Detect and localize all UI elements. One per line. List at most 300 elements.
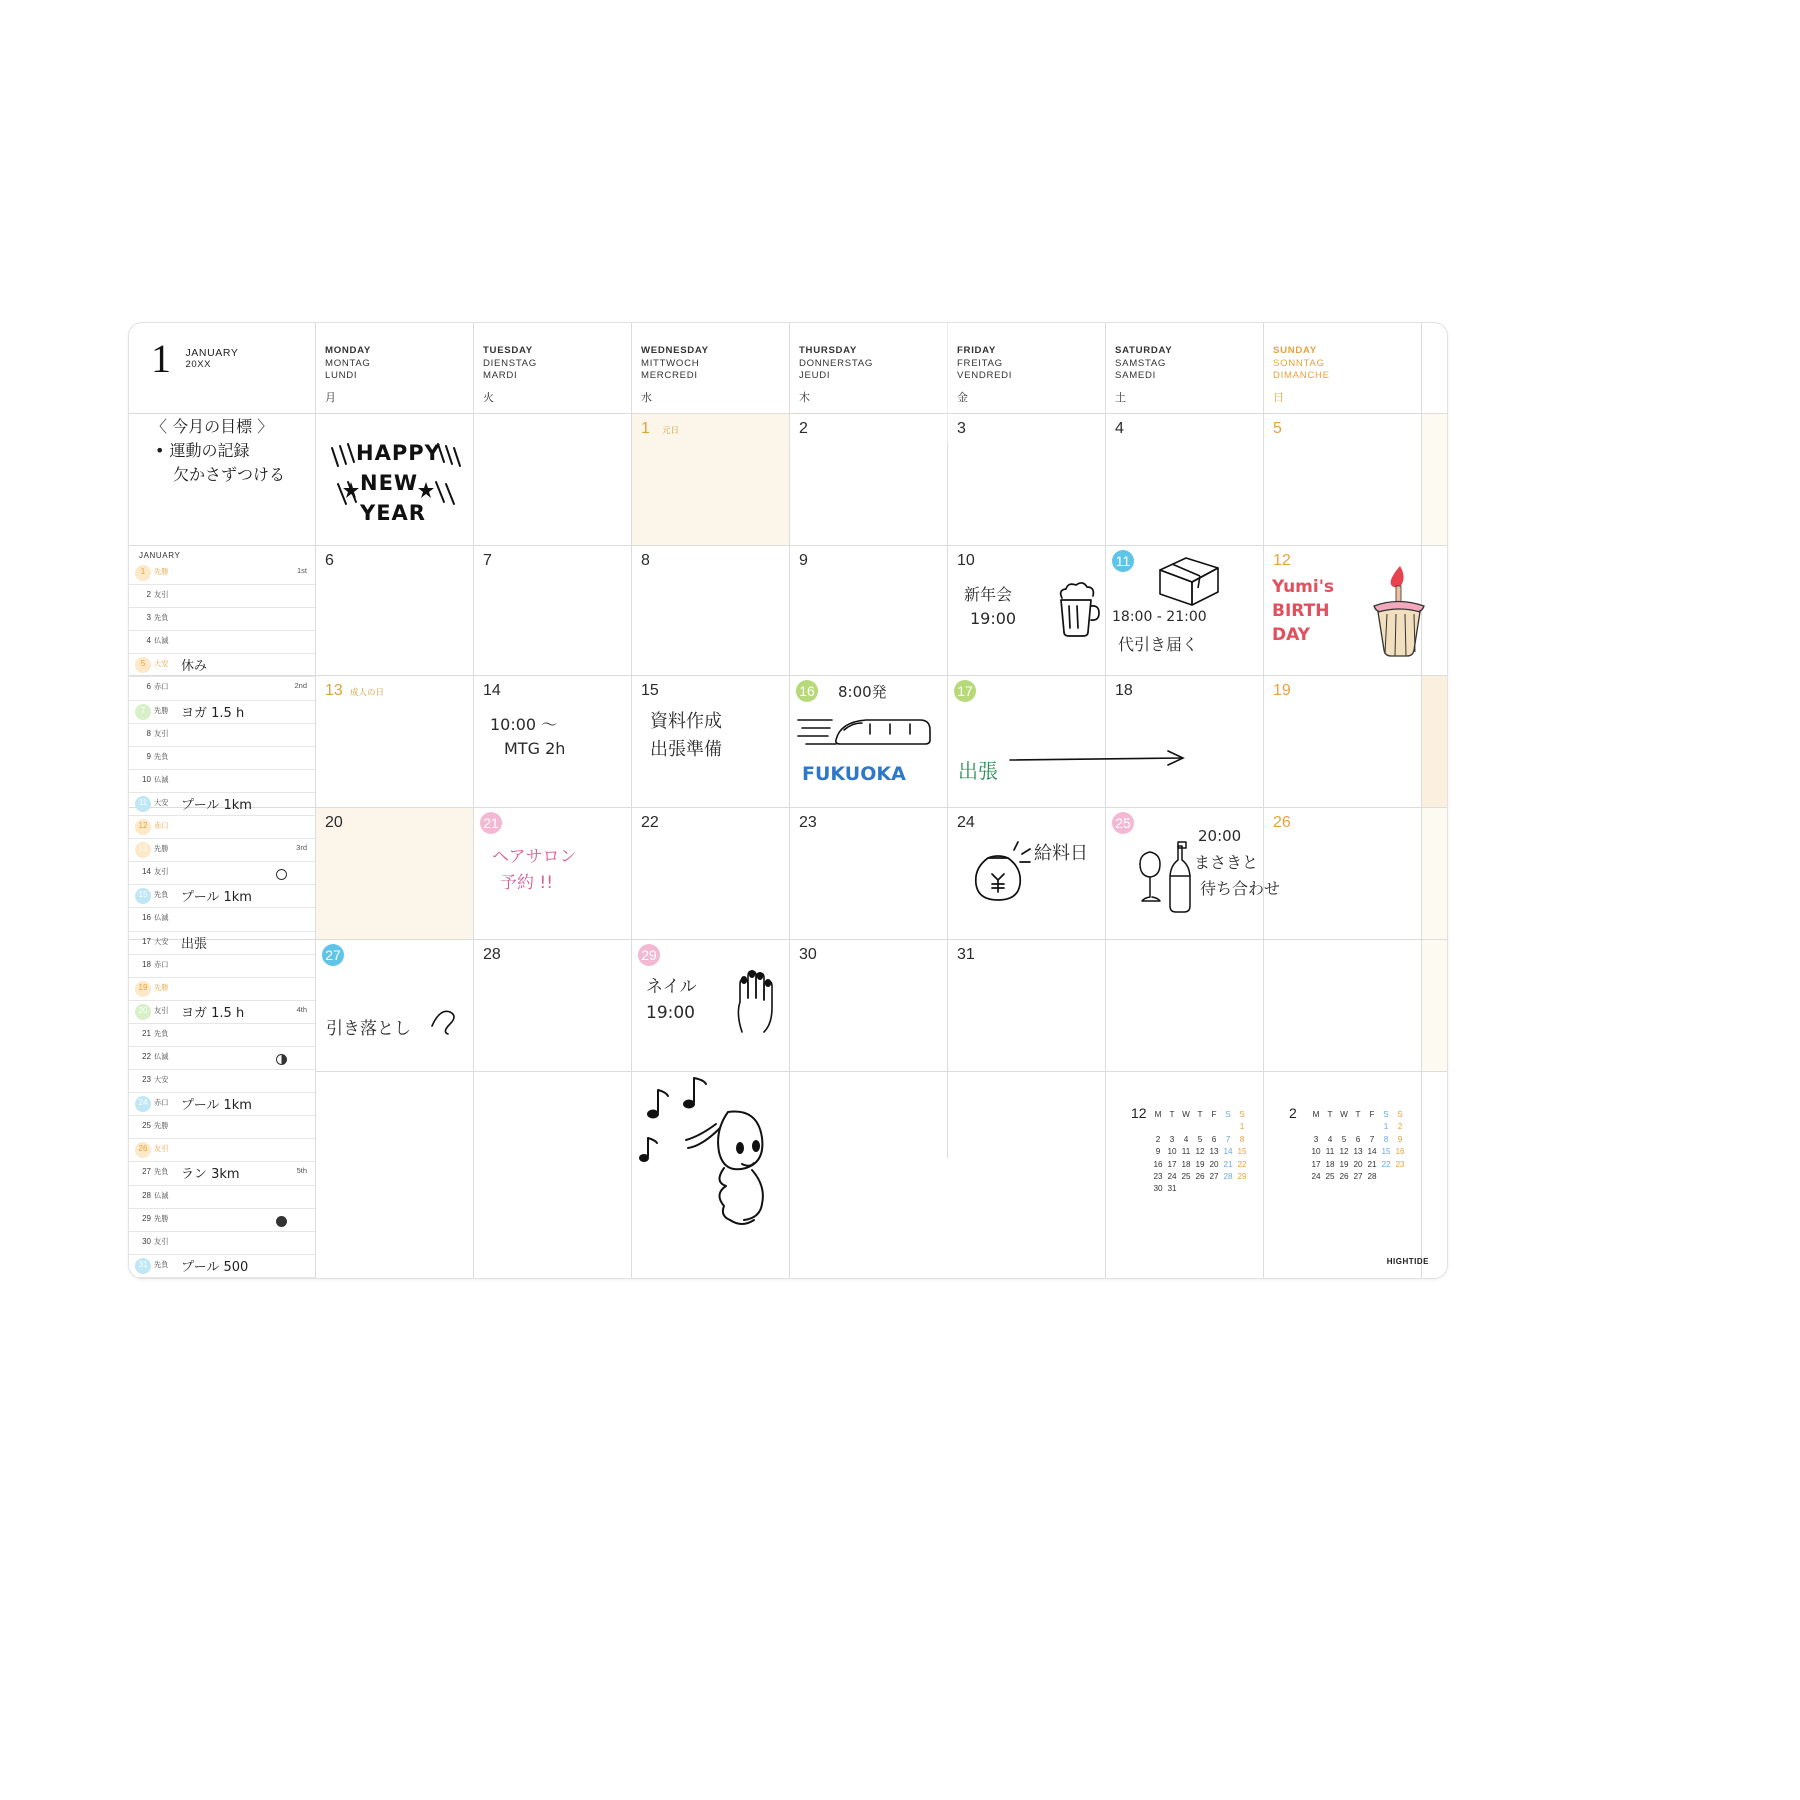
mini-calendar-next[interactable]	[1289, 1105, 1407, 1183]
month-number: 1	[151, 336, 171, 381]
day-list-rokuyo: 友引	[154, 1005, 169, 1015]
day-list-item[interactable]	[129, 816, 315, 839]
mini-calendar-day[interactable]: 4	[1183, 1134, 1189, 1144]
dayheader-jp: 日	[1273, 391, 1285, 404]
day-cell-14[interactable]	[474, 676, 631, 807]
mini-calendar-day[interactable]: 19	[1339, 1159, 1349, 1169]
day-cell-31[interactable]	[948, 940, 1105, 1071]
swirl-doodle-icon	[428, 1004, 464, 1038]
day-list-rokuyo: 赤口	[154, 1098, 169, 1108]
day-cell-4[interactable]	[1106, 414, 1263, 545]
day-number: 5	[1273, 420, 1282, 437]
day-cell-23[interactable]	[790, 808, 947, 939]
money-pouch-icon	[968, 840, 1038, 910]
mini-calendar-day[interactable]: 23	[1153, 1172, 1163, 1182]
day-number: 13	[325, 682, 343, 699]
grid-hline	[315, 1071, 1447, 1072]
day-list-item[interactable]	[129, 631, 315, 654]
day-list-item[interactable]	[129, 1232, 315, 1255]
day-list-item[interactable]	[129, 747, 315, 770]
day-list-item[interactable]	[129, 608, 315, 631]
day-number: 23	[799, 814, 817, 831]
day-list-item[interactable]	[129, 677, 315, 700]
day-list-rokuyo: 仏滅	[154, 774, 169, 784]
goals-line2: 欠かさずつける	[173, 465, 286, 484]
mini-calendar-day[interactable]: 18	[1181, 1159, 1191, 1169]
day-list-number: 10	[142, 774, 151, 784]
dayheader-line2: SAMSTAG	[1115, 357, 1167, 369]
mini-calendar-day[interactable]: 19	[1195, 1159, 1205, 1169]
event-note: 予約 !!	[500, 873, 554, 893]
day-list-number: 7	[140, 705, 146, 715]
svg-text:NEW: NEW	[360, 471, 419, 495]
mini-calendar-day[interactable]: 8	[1383, 1134, 1389, 1144]
day-cell-6[interactable]	[316, 546, 473, 675]
day-list-number: 25	[142, 1121, 151, 1131]
mini-calendar-day[interactable]: 10	[1167, 1147, 1177, 1157]
mini-month-number: 2	[1289, 1105, 1297, 1121]
event-note: 引き落とし	[326, 1019, 411, 1039]
dayheader-line2: FREITAG	[957, 357, 1003, 369]
mini-calendar-day[interactable]: 26	[1195, 1172, 1205, 1182]
mini-calendar-week-row	[1309, 1146, 1407, 1158]
day-list-item[interactable]	[129, 701, 315, 724]
day-list-item[interactable]	[129, 908, 315, 931]
day-list-item[interactable]	[129, 562, 315, 585]
mini-calendar-weekday: S	[1225, 1110, 1231, 1119]
day-list-rokuyo: 友引	[154, 728, 169, 738]
mini-calendar-day[interactable]: 28	[1367, 1172, 1377, 1182]
mini-calendar-day[interactable]: 30	[1153, 1184, 1163, 1194]
mini-calendar-header-row	[1309, 1109, 1407, 1121]
mini-calendar-week-row	[1151, 1171, 1249, 1183]
dayheader-saturday	[1115, 345, 1172, 404]
mini-calendar-day[interactable]	[1179, 1183, 1193, 1195]
beer-mug-icon	[1052, 580, 1102, 638]
day-list-item[interactable]	[129, 1139, 315, 1162]
mini-calendar-weekday: T	[1355, 1110, 1361, 1119]
mini-calendar-day[interactable]: 16	[1153, 1159, 1163, 1169]
mini-calendar-day[interactable]: 1	[1239, 1122, 1245, 1132]
dayheader-thursday	[799, 345, 873, 404]
mini-calendar-day[interactable]: 6	[1355, 1134, 1361, 1144]
day-number: 29	[638, 944, 660, 966]
mini-calendar-day[interactable]: 20	[1353, 1159, 1363, 1169]
event-note: 18:00 - 21:00	[1112, 609, 1207, 625]
day-list-number: 3	[146, 613, 151, 623]
day-list-rokuyo: 赤口	[154, 821, 169, 831]
day-list-rokuyo: 赤口	[154, 682, 169, 692]
day-list-rokuyo: 友引	[154, 1144, 169, 1154]
day-number: 16	[796, 680, 818, 702]
goals-line1: • 運動の記録	[155, 441, 250, 460]
day-number: 27	[322, 944, 344, 966]
mini-calendar-day[interactable]: 10	[1311, 1147, 1321, 1157]
mini-calendar-day[interactable]: 13	[1353, 1147, 1363, 1157]
event-note: 代引き届く	[1118, 635, 1199, 654]
day-list-column	[129, 545, 315, 1278]
dayheader-jp: 月	[325, 391, 337, 404]
day-cell-9[interactable]	[790, 546, 947, 675]
day-cell-empty[interactable]	[474, 414, 631, 545]
mini-calendar-weekday: M	[1312, 1110, 1320, 1119]
day-list-item[interactable]	[129, 839, 315, 862]
mini-month-number: 12	[1131, 1105, 1147, 1121]
mini-calendar-day[interactable]	[1151, 1121, 1165, 1133]
day-list-rokuyo: 赤口	[154, 959, 169, 969]
day-list-rokuyo: 大安	[154, 1075, 169, 1085]
mini-calendar-table	[1151, 1109, 1249, 1196]
day-cell-25[interactable]	[1106, 808, 1281, 939]
day-list-rokuyo: 友引	[154, 867, 169, 877]
dayheader-line1: FRIDAY	[957, 345, 997, 356]
dayheader-jp: 火	[483, 391, 495, 404]
mini-calendar-day[interactable]	[1207, 1121, 1221, 1133]
mini-calendar-week-row	[1309, 1159, 1407, 1171]
free-note-area[interactable]	[632, 1072, 832, 1252]
mini-calendar-day[interactable]: 2	[1155, 1134, 1161, 1144]
mini-calendar-day[interactable]: 20	[1209, 1159, 1219, 1169]
day-cell-22[interactable]	[632, 808, 789, 939]
day-list-item[interactable]	[129, 654, 315, 677]
mini-calendar-day[interactable]: 24	[1311, 1172, 1321, 1182]
mini-calendar-day[interactable]: 22	[1237, 1159, 1247, 1169]
mini-calendar-day[interactable]	[1309, 1121, 1323, 1133]
mini-calendar-day[interactable]: 18	[1325, 1159, 1335, 1169]
day-list-rokuyo: 大安	[154, 659, 169, 669]
day-cell-27[interactable]	[316, 940, 473, 1071]
day-cell-5[interactable]	[1264, 414, 1447, 545]
mini-calendar-day[interactable]: 9	[1397, 1134, 1403, 1144]
dayheader-jp: 木	[799, 391, 811, 404]
mini-calendar-table	[1309, 1109, 1407, 1183]
mini-calendar-day[interactable]	[1323, 1121, 1337, 1133]
event-note: 出張	[958, 759, 998, 783]
mini-calendar-prev[interactable]	[1131, 1105, 1249, 1196]
day-list-item[interactable]	[129, 1186, 315, 1209]
day-list-number: 8	[146, 728, 151, 738]
day-number: 8	[641, 552, 650, 569]
day-cell-30[interactable]	[790, 940, 947, 1071]
day-list-item[interactable]	[129, 862, 315, 885]
day-list-memo: プール 1km	[181, 890, 252, 906]
day-cell-29[interactable]	[632, 940, 789, 1071]
dayheader-line3: SAMEDI	[1115, 370, 1156, 382]
day-list-number: 20	[138, 1005, 148, 1015]
mini-calendar-week-row	[1309, 1171, 1407, 1183]
day-cell-17[interactable]	[948, 676, 1105, 807]
mini-calendar-day[interactable]	[1337, 1121, 1351, 1133]
dayheader-line3: MARDI	[483, 370, 518, 382]
mini-calendar-week-row	[1309, 1134, 1407, 1146]
holiday-label: 成人の日	[350, 687, 385, 697]
day-list-number: 31	[138, 1259, 148, 1269]
day-list-item[interactable]	[129, 1116, 315, 1139]
day-number: 11	[1112, 550, 1134, 572]
mini-calendar-day[interactable]	[1365, 1121, 1379, 1133]
mini-calendar-header-row	[1151, 1109, 1249, 1121]
mini-calendar-day[interactable]	[1165, 1121, 1179, 1133]
day-list-rokuyo: 先勝	[154, 1213, 169, 1223]
mini-calendar-day[interactable]	[1207, 1183, 1221, 1195]
day-cell-19[interactable]	[1264, 676, 1447, 807]
mini-calendar-day[interactable]: 14	[1367, 1147, 1377, 1157]
day-number: 30	[799, 946, 817, 963]
day-list-memo: プール 500	[181, 1259, 249, 1275]
day-list-item[interactable]	[129, 1047, 315, 1070]
day-list-item[interactable]	[129, 1001, 315, 1024]
mini-calendar-day[interactable]: 12	[1339, 1147, 1349, 1157]
day-list-rokuyo: 先負	[154, 1028, 169, 1038]
day-list-rokuyo: 先勝	[154, 982, 169, 992]
dayheader-sunday	[1273, 345, 1330, 404]
mini-calendar-day[interactable]: 24	[1167, 1172, 1177, 1182]
mini-calendar-day[interactable]: 17	[1311, 1159, 1321, 1169]
mini-calendar-day[interactable]: 7	[1225, 1134, 1231, 1144]
dayheader-line2: DONNERSTAG	[799, 357, 873, 369]
day-cell-28[interactable]	[474, 940, 631, 1071]
mini-calendar-day[interactable]	[1221, 1183, 1235, 1195]
week-number: 5th	[296, 1166, 307, 1176]
dayheader-line3: JEUDI	[799, 370, 831, 382]
goals-title: 〈 今月の目標 〉	[151, 417, 274, 436]
mini-calendar-day[interactable]: 21	[1223, 1159, 1233, 1169]
event-note: 給料日	[1034, 843, 1088, 864]
mini-calendar-day[interactable]: 27	[1353, 1172, 1363, 1182]
day-number: 2	[799, 420, 808, 437]
mini-calendar-day[interactable]: 4	[1327, 1134, 1333, 1144]
day-list-rokuyo: 仏滅	[154, 913, 169, 923]
mini-calendar-day[interactable]: 11	[1181, 1147, 1191, 1157]
day-list-number: 1	[140, 567, 146, 576]
day-list-item[interactable]	[129, 585, 315, 608]
mini-calendar-weekday: W	[1340, 1110, 1348, 1119]
event-note: 20:00	[1198, 827, 1242, 845]
day-cell-20[interactable]	[316, 808, 473, 939]
mini-calendar-day[interactable]	[1179, 1121, 1193, 1133]
day-list-item[interactable]	[129, 1024, 315, 1047]
mini-calendar-day[interactable]: 9	[1155, 1147, 1161, 1157]
day-list-rokuyo: 先負	[154, 1259, 169, 1269]
day-cell-11[interactable]	[1106, 546, 1263, 675]
day-cell-7[interactable]	[474, 546, 631, 675]
day-list-number: 17	[142, 936, 151, 946]
mini-calendar-day[interactable]: 3	[1169, 1134, 1175, 1144]
mini-calendar-day[interactable]	[1221, 1121, 1235, 1133]
mini-calendar-day[interactable]: 13	[1209, 1147, 1219, 1157]
event-note: 19:00	[970, 609, 1017, 628]
day-number: 19	[1273, 682, 1291, 699]
mini-calendar-week-row	[1151, 1134, 1249, 1146]
mini-calendar-day[interactable]: 11	[1325, 1147, 1335, 1157]
event-note: 資料作成	[650, 711, 722, 732]
mini-calendar-day[interactable]: 21	[1367, 1159, 1377, 1169]
day-cell-21[interactable]	[474, 808, 631, 939]
event-note: ヘアサロン	[492, 847, 577, 867]
day-cell-24[interactable]	[948, 808, 1105, 939]
day-number: 10	[957, 552, 975, 569]
mini-calendar-day[interactable]: 25	[1181, 1172, 1191, 1182]
day-list-item[interactable]	[129, 932, 315, 955]
day-list-number: 13	[138, 844, 148, 854]
dayheader-line1: SUNDAY	[1273, 345, 1317, 356]
dayheader-line1: SATURDAY	[1115, 345, 1173, 356]
day-list-number: 2	[146, 590, 151, 600]
day-list-rokuyo: 先負	[154, 613, 169, 623]
event-note: 10:00 ～	[490, 715, 558, 734]
day-cell-13[interactable]	[316, 676, 473, 807]
holiday-label: 元日	[662, 425, 680, 435]
mini-calendar-day[interactable]	[1193, 1121, 1207, 1133]
day-list-memo: ラン 3km	[181, 1167, 240, 1183]
day-list-number: 6	[146, 682, 151, 692]
year-label: 20XX	[185, 359, 212, 370]
mini-calendar-week-row	[1151, 1183, 1249, 1195]
happy-new-year-doodle	[326, 432, 466, 532]
mini-calendar-day[interactable]: 26	[1339, 1172, 1349, 1182]
week-number: 2nd	[294, 681, 307, 691]
dayheader-monday	[325, 345, 371, 404]
planner-page	[128, 322, 1448, 1279]
day-cell-15[interactable]	[632, 676, 789, 807]
day-list-item[interactable]	[129, 978, 315, 1001]
mini-calendar-week-row	[1151, 1121, 1249, 1133]
day-list-item[interactable]	[129, 770, 315, 793]
day-cell-12[interactable]	[1264, 546, 1447, 675]
day-list-title: JANUARY	[139, 551, 181, 560]
day-list-item[interactable]	[129, 724, 315, 747]
day-list-rokuyo: 仏滅	[154, 636, 169, 646]
day-cell-empty[interactable]	[316, 414, 473, 545]
day-list-rokuyo: 友引	[154, 590, 169, 600]
mini-calendar-day[interactable]	[1351, 1121, 1365, 1133]
mini-calendar-weekday: S	[1239, 1110, 1245, 1119]
day-list-number: 18	[142, 959, 151, 969]
mini-calendar-day[interactable]: 5	[1197, 1134, 1203, 1144]
mini-calendar-day[interactable]: 25	[1325, 1172, 1335, 1182]
day-list-number: 9	[146, 751, 151, 761]
day-list-number: 28	[142, 1190, 151, 1200]
mini-calendar-day[interactable]: 1	[1383, 1122, 1389, 1132]
day-list-item[interactable]	[129, 793, 315, 816]
day-list-item[interactable]	[129, 1209, 315, 1232]
mini-calendar-day[interactable]	[1193, 1183, 1207, 1195]
mini-calendar-day[interactable]: 2	[1397, 1122, 1403, 1132]
mini-calendar-week-row	[1151, 1146, 1249, 1158]
mini-calendar-day[interactable]: 12	[1195, 1147, 1205, 1157]
day-list-memo: ヨガ 1.5 h	[181, 705, 245, 721]
day-cell-3[interactable]	[948, 414, 1105, 545]
event-note: まさきと	[1194, 853, 1259, 872]
day-list-item[interactable]	[129, 1093, 315, 1116]
day-cell-blank[interactable]	[1264, 940, 1447, 1071]
day-list-number: 15	[138, 890, 148, 900]
mini-calendar-day[interactable]: 27	[1209, 1172, 1219, 1182]
mini-calendar-day[interactable]: 7	[1369, 1134, 1375, 1144]
mini-calendar-weekday: S	[1397, 1110, 1403, 1119]
mini-calendar-weekday: S	[1383, 1110, 1389, 1119]
event-note: DAY	[1272, 625, 1310, 645]
day-list-item[interactable]	[129, 1162, 315, 1185]
day-list-item[interactable]	[129, 1255, 315, 1278]
day-list-rows	[129, 562, 315, 1278]
day-list-memo: 出張	[181, 936, 208, 952]
moon-phase-icon	[276, 1054, 287, 1065]
mini-calendar-day[interactable]: 6	[1211, 1134, 1217, 1144]
day-list-rokuyo: 先負	[154, 1167, 169, 1177]
mini-calendar-day[interactable]: 29	[1237, 1172, 1247, 1182]
day-list-rokuyo: 先勝	[154, 844, 169, 854]
day-number: 18	[1115, 682, 1133, 699]
mini-calendar-day[interactable]	[1235, 1183, 1249, 1195]
mini-calendar-day[interactable]: 28	[1223, 1172, 1233, 1182]
day-cell-26[interactable]	[1264, 808, 1447, 939]
day-cell-blank[interactable]	[1106, 940, 1263, 1071]
day-list-item[interactable]	[129, 955, 315, 978]
mini-calendar-day[interactable]	[1393, 1171, 1407, 1183]
mini-calendar-day[interactable]: 3	[1313, 1134, 1319, 1144]
mini-calendar-day[interactable]: 15	[1381, 1147, 1391, 1157]
mini-calendar-day[interactable]: 14	[1223, 1147, 1233, 1157]
day-list-rokuyo: 先勝	[154, 705, 169, 715]
shinkansen-train-icon	[798, 706, 938, 754]
mini-calendar-day[interactable]: 23	[1395, 1159, 1405, 1169]
dayheader-line3: MERCREDI	[641, 370, 698, 382]
day-list-number: 21	[142, 1028, 151, 1038]
week-number: 3rd	[296, 843, 307, 853]
mini-calendar-day[interactable]: 17	[1167, 1159, 1177, 1169]
day-cell-16[interactable]	[790, 676, 947, 807]
day-list-number: 22	[142, 1051, 151, 1061]
mini-calendar-day[interactable]: 22	[1381, 1159, 1391, 1169]
day-list-memo: プール 1km	[181, 1098, 252, 1114]
mini-calendar-day[interactable]: 31	[1167, 1184, 1177, 1194]
mini-calendar-day[interactable]	[1379, 1171, 1393, 1183]
day-cell-10[interactable]	[948, 546, 1105, 675]
day-list-item[interactable]	[129, 1070, 315, 1093]
day-number: 22	[641, 814, 659, 831]
day-list-item[interactable]	[129, 885, 315, 908]
day-list-memo: ヨガ 1.5 h	[181, 1005, 245, 1021]
mini-calendar-weekday: F	[1211, 1110, 1217, 1119]
day-list-rokuyo: 仏滅	[154, 1051, 169, 1061]
svg-text:YEAR: YEAR	[360, 501, 426, 525]
mini-calendar-weekday: T	[1197, 1110, 1203, 1119]
mini-calendar-day[interactable]: 16	[1395, 1147, 1405, 1157]
dayheader-line3: LUNDI	[325, 370, 358, 382]
dayheader-line1: TUESDAY	[483, 345, 533, 356]
dayheader-line1: MONDAY	[325, 345, 371, 356]
mini-calendar-day[interactable]: 8	[1239, 1134, 1245, 1144]
day-cell-8[interactable]	[632, 546, 789, 675]
day-number: 4	[1115, 420, 1124, 437]
mini-calendar-weekday: M	[1154, 1110, 1162, 1119]
day-cell-1[interactable]	[632, 414, 789, 545]
day-cell-18[interactable]	[1106, 676, 1263, 807]
mini-calendar-day[interactable]: 5	[1341, 1134, 1347, 1144]
dayheader-tuesday	[483, 345, 537, 404]
event-note: 8:00発	[838, 683, 887, 701]
event-note: MTG 2h	[504, 739, 566, 758]
mini-calendar-day[interactable]: 15	[1237, 1147, 1247, 1157]
day-list-number: 27	[142, 1167, 151, 1177]
dayheader-line1: THURSDAY	[799, 345, 858, 356]
day-number: 3	[957, 420, 966, 437]
day-cell-2[interactable]	[790, 414, 947, 545]
svg-text:HAPPY: HAPPY	[356, 441, 441, 465]
day-number: 31	[957, 946, 975, 963]
event-note: 新年会	[964, 585, 1013, 604]
